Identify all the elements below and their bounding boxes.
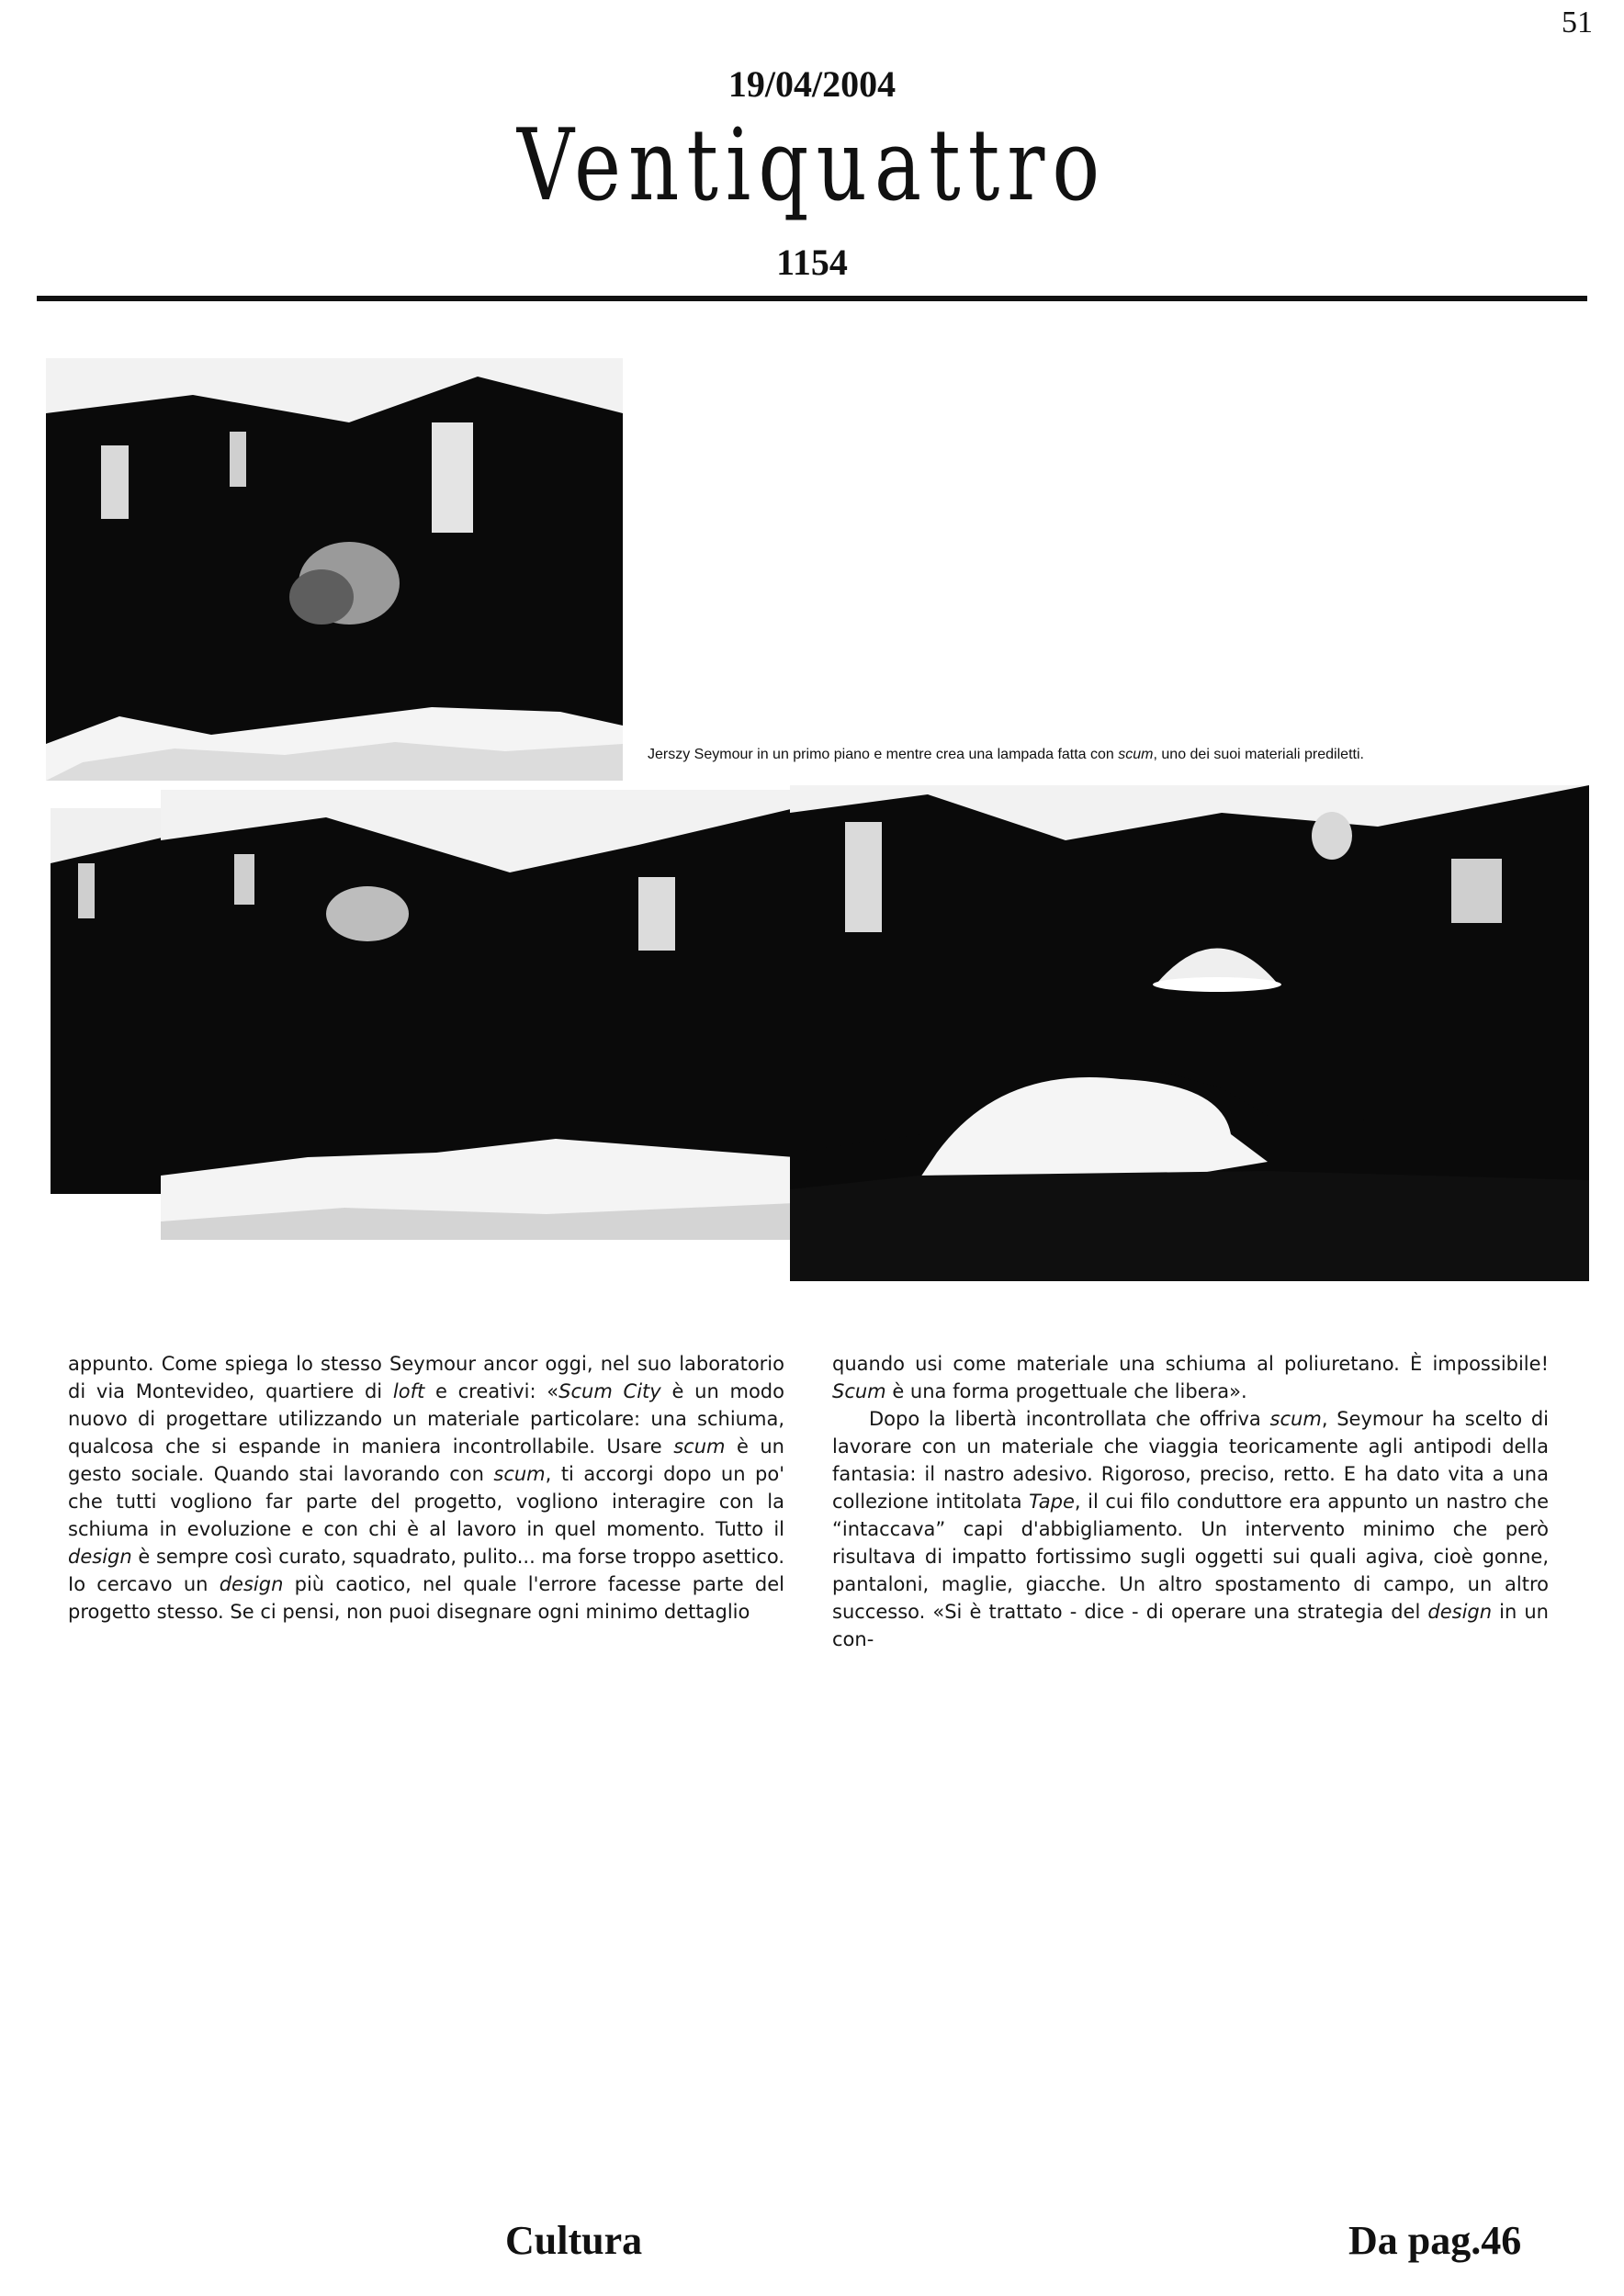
italic-term: design — [68, 1546, 132, 1568]
text-run: in un con- — [832, 1601, 1549, 1650]
footer-section-name: Cultura — [505, 2218, 643, 2263]
italic-term: Scum City — [558, 1380, 661, 1402]
italic-term: scum — [493, 1463, 546, 1485]
italic-term: Tape — [1029, 1491, 1075, 1513]
caption-text-end: , uno dei suoi materiali prediletti. — [1153, 747, 1364, 762]
caption-italic: scum — [1118, 747, 1154, 762]
article-column-right — [832, 1350, 1549, 1653]
article-paragraph — [832, 1350, 1549, 1405]
photo-bottom-left — [51, 808, 170, 1194]
text-run: , ti accorgi dopo un po' che tutti vogliono far parte del progetto, vogliono interagire con la schiuma in evoluzione e con chi è al lavoro in quel momento. Tutto il — [68, 1463, 784, 1540]
italic-term: Scum — [832, 1380, 886, 1402]
italic-term: design — [219, 1573, 284, 1595]
article-paragraph — [68, 1350, 784, 1626]
article-column-left — [68, 1350, 784, 1626]
photo-bottom-right — [790, 785, 1589, 1281]
italic-term: scum — [673, 1435, 726, 1458]
italic-term: loft — [392, 1380, 425, 1402]
italic-term: design — [1427, 1601, 1493, 1623]
text-run: più caotico, nel quale l'errore facesse parte del progetto stesso. Se ci pensi, non puoi disegnare ogni minimo dettaglio — [68, 1573, 785, 1623]
text-run: è un gesto sociale. Quando stai lavorando con — [68, 1435, 784, 1485]
text-run: e creativi: « — [424, 1380, 559, 1402]
header-rule — [37, 296, 1587, 301]
footer-source-page: Da pag.46 — [1348, 2218, 1522, 2263]
text-run: Dopo la libertà incontrollata che offriva — [869, 1408, 1270, 1430]
text-run: è una forma progettuale che libera». — [885, 1380, 1247, 1402]
photo-top-left — [46, 358, 623, 781]
text-run: , Seymour ha scelto di lavorare con un materiale che viaggia teoricamente agli antipodi della fantasia: il nastro adesivo. Rigoroso, preciso, retto. E ha dato vita a una collezione intitolata — [832, 1408, 1549, 1513]
text-run: è un modo nuovo di progettare utilizzando un materiale particolare: una schiuma, qualcosa che si espande in maniera incontrollabile. Usare — [68, 1380, 784, 1458]
text-run: appunto. Come spiega lo stesso Seymour ancor oggi, nel suo laboratorio di via Montevideo, quartiere di — [68, 1353, 784, 1402]
caption-text-start: Jerszy Seymour in un primo piano e mentre crea una lampada fatta con — [648, 747, 1119, 762]
text-run: quando usi come materiale una schiuma al poliuretano. È impossibile! — [832, 1353, 1549, 1375]
masthead-logo: Ventiquattro — [516, 108, 1108, 223]
page-number: 51 — [1562, 6, 1593, 39]
photo-caption — [648, 747, 1364, 763]
text-run: è sempre così curato, squadrato, pulito... ma forse troppo asettico. Io cercavo un — [68, 1546, 785, 1595]
issue-number: 1154 — [776, 242, 848, 283]
photo-bottom-center — [161, 790, 795, 1240]
italic-term: scum — [1269, 1408, 1322, 1430]
publication-date: 19/04/2004 — [727, 63, 897, 105]
text-run: , il cui filo conduttore era appunto un nastro che “intaccava” capi d'abbigliamento. Un intervento minimo che però risultava di impatto fortissimo sugli oggetti sui quali agiva, cioè gonne, pantaloni, maglie, giacche. Un altro spostamento di campo, un altro successo. «Si è trattato - dice - di operare una strategia del — [832, 1491, 1549, 1623]
article-paragraph — [832, 1405, 1549, 1653]
